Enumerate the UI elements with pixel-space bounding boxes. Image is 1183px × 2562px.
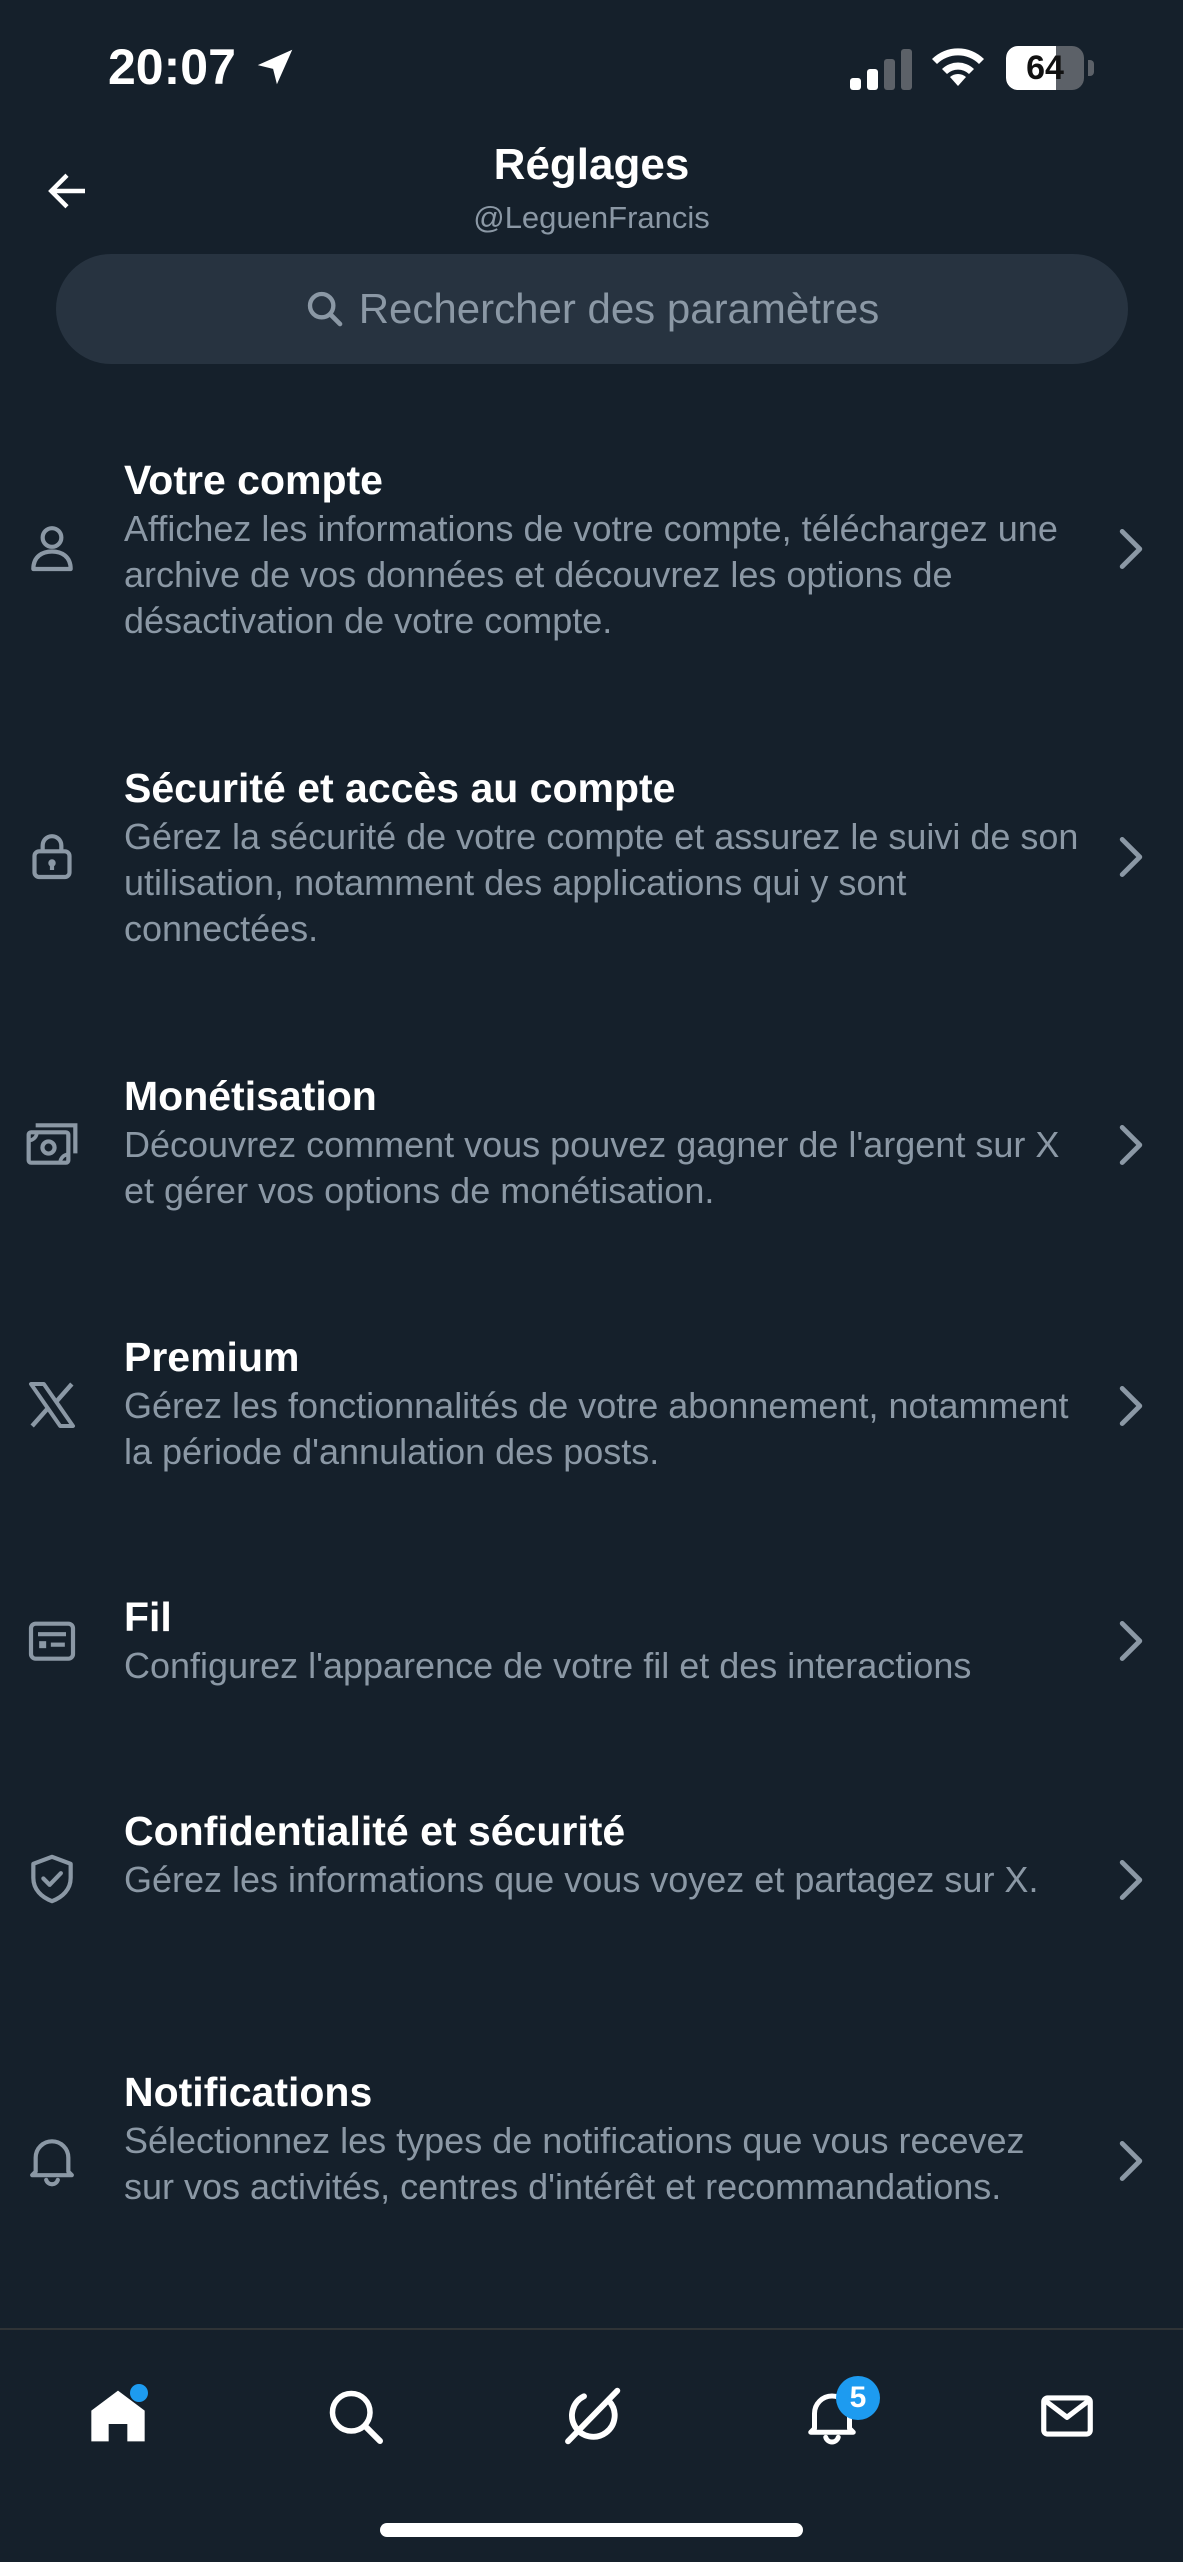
nav-notifications[interactable] [782,2366,882,2466]
notifications-badge: 5 [836,2376,880,2420]
battery-indicator [1006,46,1094,90]
status-time: 20:07 [108,39,236,95]
bell-icon [24,2132,80,2188]
chevron-right-icon [1116,1123,1146,1167]
nav-search[interactable] [305,2366,405,2466]
search-icon [305,289,345,329]
chevron-right-icon [1116,2139,1146,2183]
status-bar [0,0,1183,140]
feed-icon [24,1612,80,1668]
settings-item-description: Affichez les informations de votre compte, téléchargez une archive de vos données et découvrez les options de désactivation de votre compte. [124,508,1058,641]
search-placeholder: Rechercher des paramètres [358,285,880,332]
money-icon [24,1116,80,1172]
nav-grok[interactable] [542,2366,642,2466]
chevron-right-icon [1116,1858,1146,1902]
settings-item-notifications[interactable] [0,2062,1183,2262]
settings-item-description: Gérez les fonctionnalités de votre abonnement, notamment la période d'annulation des posts. [124,1385,1069,1472]
chevron-right-icon [1116,1384,1146,1428]
settings-item-description: Sélectionnez les types de notifications que vous recevez sur vos activités, centres d'intérêt et recommandations. [124,2120,1025,2207]
settings-item-description: Découvrez comment vous pouvez gagner de l'argent sur X et gérer vos options de monétisation. [124,1124,1060,1211]
chevron-right-icon [1116,835,1146,879]
cellular-signal-icon [848,48,914,90]
settings-item-title: Sécurité et accès au compte [124,765,676,811]
battery-level-text: 64 [1026,49,1064,87]
account-handle: @LeguenFrancis [473,200,710,235]
search-input[interactable] [56,254,1128,364]
location-arrow-icon [252,44,298,90]
shield-check-icon [24,1851,80,1907]
settings-item-account[interactable] [0,450,1183,650]
nav-messages[interactable] [1017,2366,1117,2466]
settings-item-description: Configurez l'apparence de votre fil et des interactions [124,1645,972,1686]
settings-item-description: Gérez les informations que vous voyez et partagez sur X. [124,1859,1039,1900]
settings-item-title: Votre compte [124,457,383,503]
settings-item-title: Confidentialité et sécurité [124,1808,626,1854]
settings-item-feed[interactable] [0,1587,1183,1697]
settings-item-monetization[interactable] [0,1066,1183,1226]
chevron-right-icon [1116,1619,1146,1663]
wifi-icon [928,44,988,90]
chevron-right-icon [1116,527,1146,571]
settings-item-title: Fil [124,1594,172,1640]
settings-item-title: Premium [124,1334,300,1380]
grok-icon [560,2384,624,2448]
mail-icon [1036,2385,1098,2447]
nav-home[interactable] [68,2366,168,2466]
settings-item-title: Notifications [124,2069,373,2115]
settings-item-description: Gérez la sécurité de votre compte et assurez le suivi de son utilisation, notamment des applications qui y sont connectées. [124,816,1079,949]
home-indicator[interactable] [380,2523,803,2537]
lock-icon [24,828,80,884]
search-icon [325,2386,385,2446]
settings-item-premium[interactable] [0,1327,1183,1487]
settings-item-privacy-safety[interactable] [0,1801,1183,1961]
x-logo-icon [24,1377,80,1433]
page-title: Réglages [493,140,690,189]
unread-dot [130,2384,148,2402]
person-icon [24,520,80,576]
settings-item-security-access[interactable] [0,758,1183,958]
settings-item-title: Monétisation [124,1073,377,1119]
